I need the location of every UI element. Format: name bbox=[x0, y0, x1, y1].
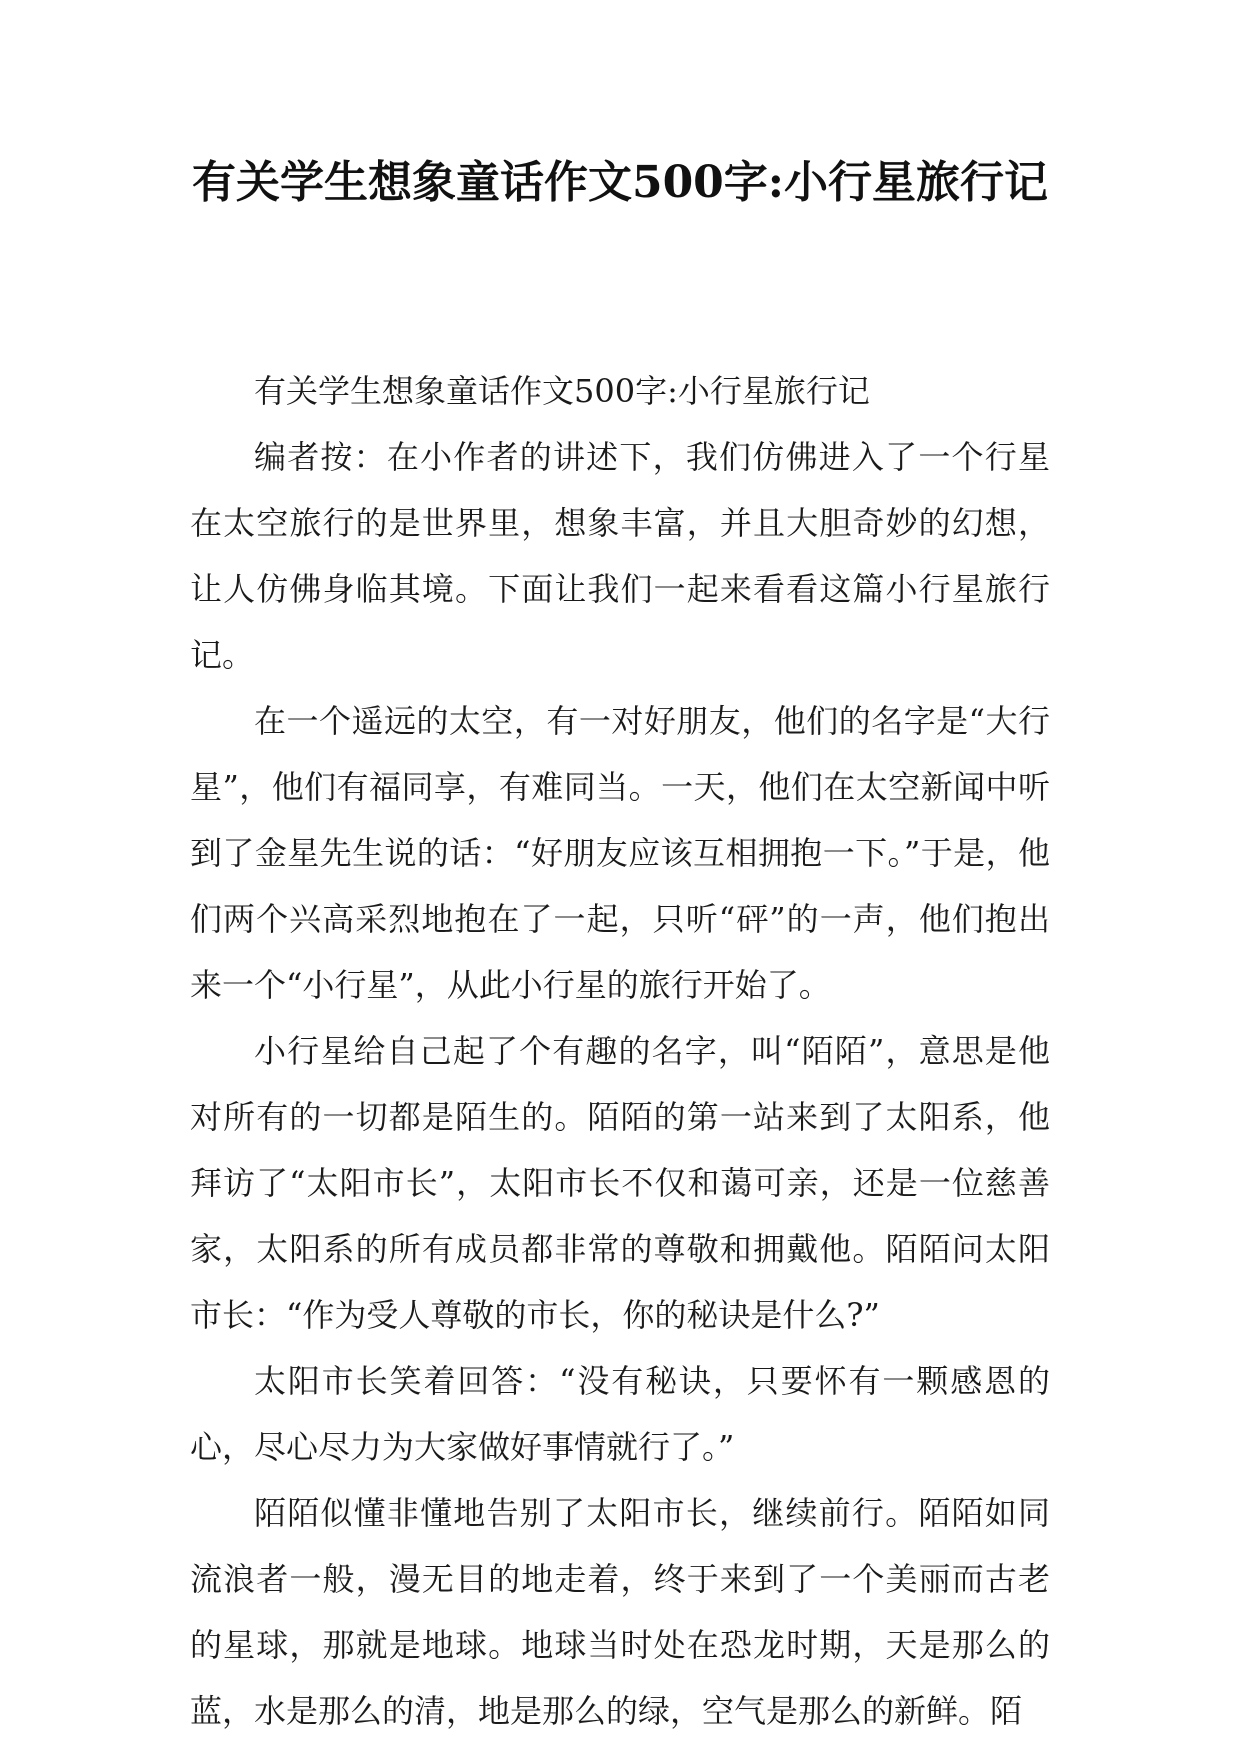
paragraph-editor-note: 编者按：在小作者的讲述下，我们仿佛进入了一个行星在太空旅行的是世界里，想象丰富，并且大胆奇妙的幻想，让人仿佛身临其境。下面让我们一起来看看这篇小行星旅行记。 bbox=[190, 438, 1050, 674]
paragraph: 太阳市长笑着回答：“没有秘诀，只要怀有一颗感恩的心，尽心尽力为大家做好事情就行了。” bbox=[190, 1362, 1050, 1466]
document-body bbox=[190, 358, 1050, 1744]
document-title: 有关学生想象童话作文500字:小行星旅行记 bbox=[191, 157, 1049, 208]
paragraph: 陌陌似懂非懂地告别了太阳市长，继续前行。陌陌如同流浪者一般，漫无目的地走着，终于来到了一个美丽而古老的星球，那就是地球。地球当时处在恐龙时期，天是那么的蓝，水是那么的清，地是那么的绿，空气是那么的新鲜。陌 bbox=[190, 1494, 1050, 1730]
paragraph: 小行星给自己起了个有趣的名字，叫“陌陌”，意思是他对所有的一切都是陌生的。陌陌的第一站来到了太阳系，他拜访了“太阳市长”，太阳市长不仅和蔼可亲，还是一位慈善家，太阳系的所有成员都非常的尊敬和拥戴他。陌陌问太阳市长：“作为受人尊敬的市长，你的秘诀是什么?” bbox=[190, 1032, 1050, 1334]
paragraph-subtitle: 有关学生想象童话作文500字:小行星旅行记 bbox=[254, 372, 870, 410]
paragraph: 在一个遥远的太空，有一对好朋友，他们的名字是“大行星”，他们有福同享，有难同当。一天，他们在太空新闻中听到了金星先生说的话：“好朋友应该互相拥抱一下。”于是，他们两个兴高采烈地抱在了一起，只听“砰”的一声，他们抱出来一个“小行星”，从此小行星的旅行开始了。 bbox=[190, 702, 1050, 1004]
